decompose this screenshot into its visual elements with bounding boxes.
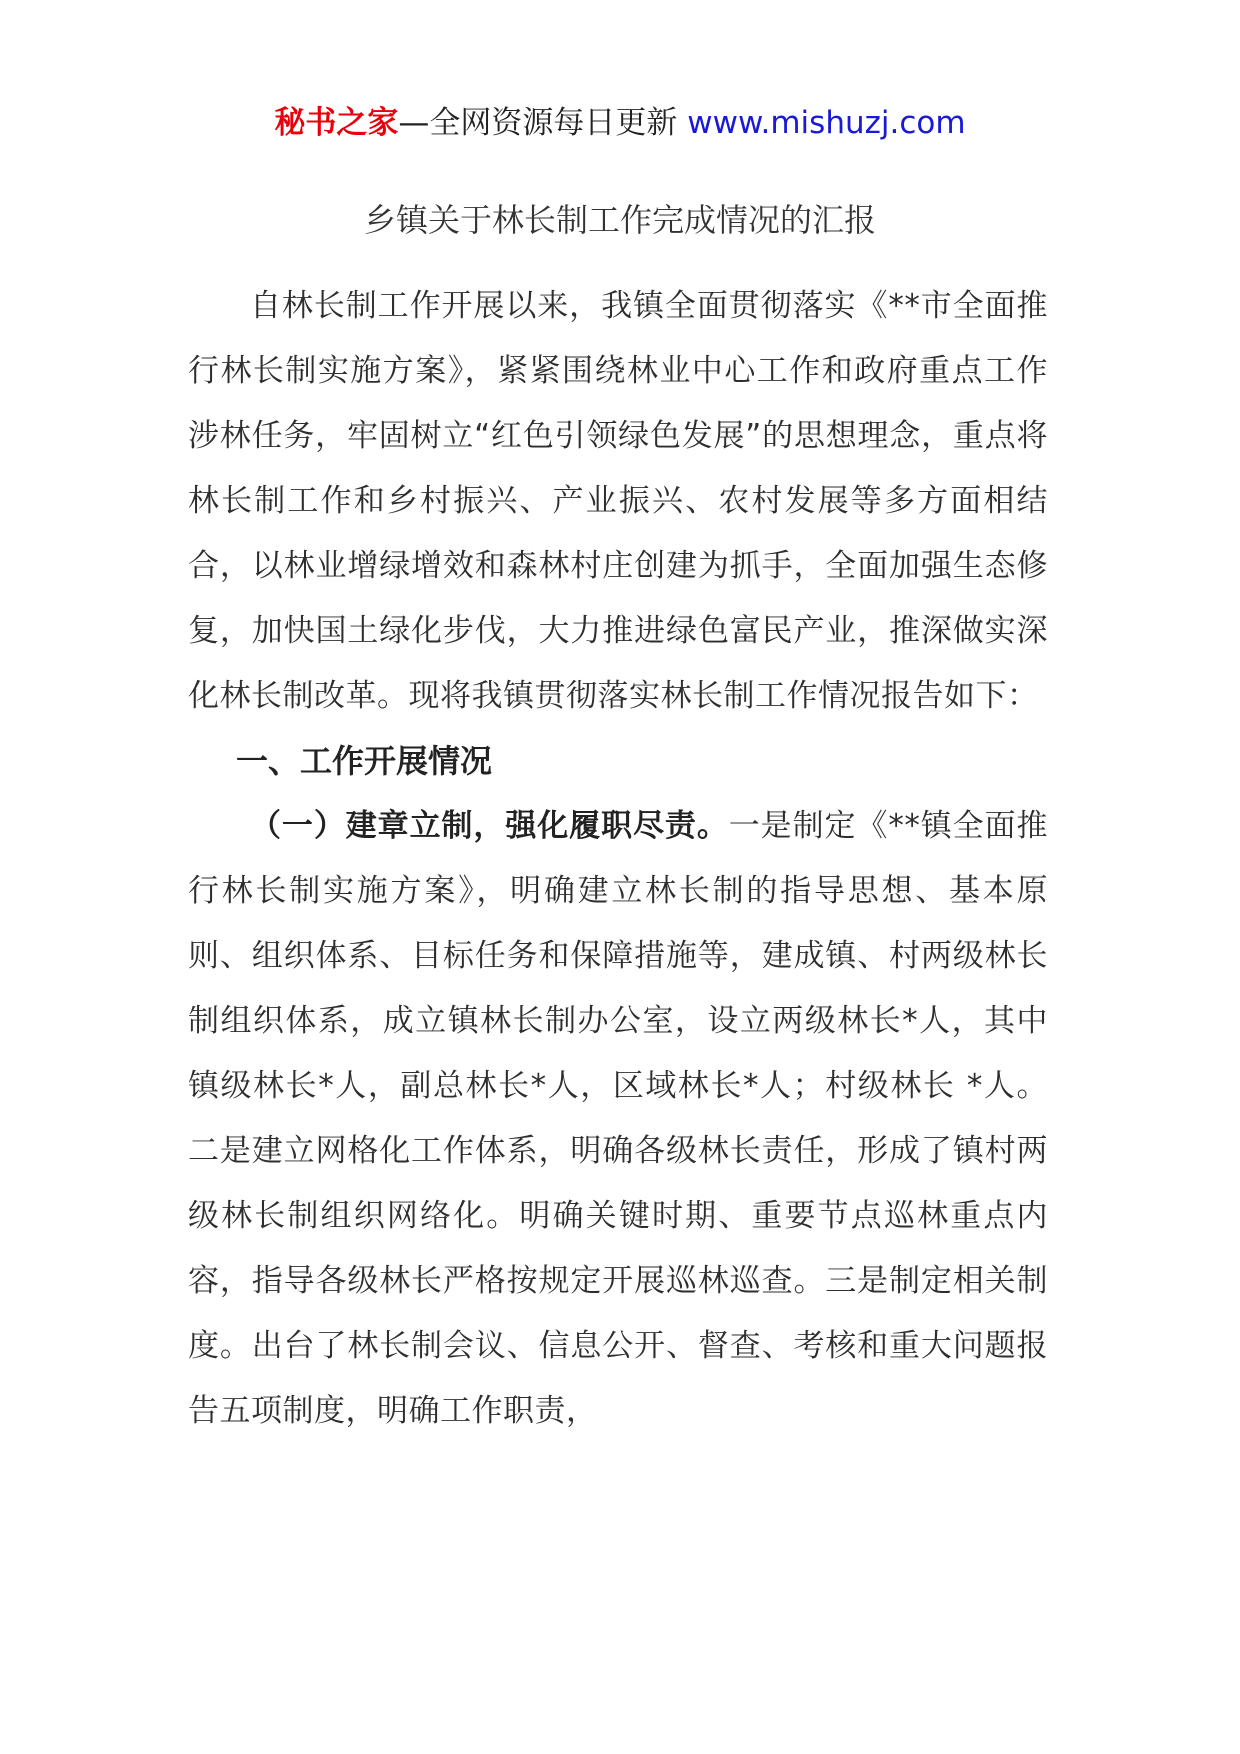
paragraph-text: 一是制定《**镇全面推行林长制实施方案》，明确建立林长制的指导思想、基本原则、组织体系、目标任务和保障措施等，建成镇、村两级林长制组织体系，成立镇林长制办公室，设立两级林长*人，其中镇级林长*人，副总林长*人，区域林长*人；村级林长 *人。二是建立网格化工作体系，明确各级林长责任，形成了镇村两级林长制组织网络化。明确关键时期、重要节点巡林重点内容，指导各级林长严格按规定开展巡林巡查。三是制定相关制度。出台了林长制会议、信息公开、督查、考核和重大问题报告五项制度，明确工作职责， [188, 808, 1048, 1429]
site-header [0, 100, 1240, 146]
document-body [188, 274, 1048, 1444]
intro-paragraph: 自林长制工作开展以来，我镇全面贯彻落实《**市全面推行林长制实施方案》，紧紧围绕林业中心工作和政府重点工作涉林任务，牢固树立“红色引领绿色发展”的思想理念，重点将林长制工作和乡村振兴、产业振兴、农村发展等多方面相结合，以林业增绿增效和森林村庄创建为抓手，全面加强生态修复，加快国土绿化步伐，大力推进绿色富民产业，推深做实深化林长制改革。现将我镇贯彻落实林长制工作情况报告如下： [188, 288, 1048, 714]
brand-name: 秘书之家 [274, 105, 399, 141]
document-title: 乡镇关于林长制工作完成情况的汇报 [363, 201, 876, 239]
section-heading: 一、工作开展情况 [236, 742, 493, 780]
header-tagline: —全网资源每日更新 [398, 105, 688, 141]
section-paragraph [188, 794, 1048, 1444]
paragraph-lead: （一）建章立制，强化履职尽责。 [250, 808, 729, 844]
site-url-link[interactable]: www.mishuzj.com [687, 105, 966, 141]
